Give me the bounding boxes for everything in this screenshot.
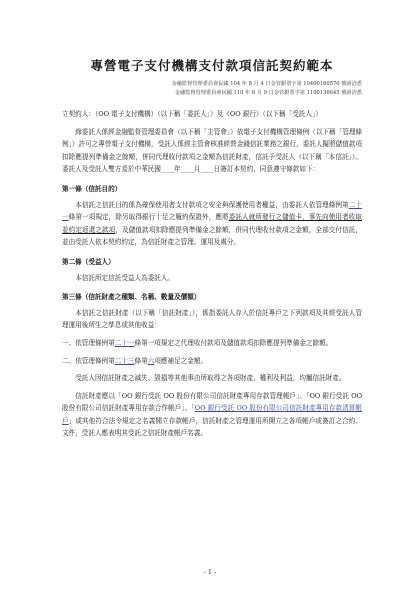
page-number: - 1 - [203,568,217,576]
item-text: 條第 [134,356,148,365]
article-3-item-1 [62,337,362,350]
document-title: 專營電子支付機構支付款項信託契約範本 [90,58,334,73]
item-number: 一、 [62,338,76,347]
article-3-paragraph-3 [62,390,362,440]
article-1-text-b: 條第一項規定，除另取得銀行十足之履約保證外，應將 [68,213,229,222]
item-text: 依管理條例第 [75,356,115,365]
article-1-text [62,199,362,249]
article-3-item-2 [62,355,362,368]
article-1-underlined-clause: 委託人就所發行之儲值卡，事先向使用者收取並約定返還之款項 [62,213,363,234]
preamble-paragraph: 緣委託人係經金融監督管理委員會（以下稱「主管會」）依電子支付機構管理條例（以下稱「管理條例」）許可之專營電子支付機構，受託人係經主管會核准經營金錢信託業務之銀行，委託人擬將儲值款項扣除應提列準備金之餘額，併同代理收付款項之金額為信託財產，信託予受託人（以下稱「本信託」）。委託人及受託人雙方爰於中華民國____年____月____日簽訂本契約，同意遵守條款如下： [62,127,363,174]
parties-paragraph: 立契約人：（OO 電子支付機構）（以下稱「委託人」）及（OO 銀行）（以下稱「受託人」） [62,110,322,118]
article-3-paragraph-2: 受託人因信託財產之滅失、毀損等其他事由所取得之各項財產、權利及利益，均屬信託財產。 [75,374,346,383]
document-body [62,108,362,440]
clearing-account-name: OO 銀行受託 OO 股份有限公司信託財產專用存款清算帳戶 [62,404,362,425]
article-2-text: 本信託所定信託受益人為委託人。 [75,273,175,282]
article-1-text-c: ，及儲值款項扣除應提列準備金之餘額，併同代理收付款項之金額，全部交付信託，並由受託人依本契約約定，為信託財產之管理、運用及處分。 [62,225,363,247]
item-text: 項應補足之金額。 [154,356,208,365]
article-3-intro: 本信託之信託財產（以下稱「信託財產」），係指委託人存入於信託專戶之下列款項及其經受託人管理運用後所生之孳息或其他收益： [62,308,362,330]
item-number: 二、 [62,356,76,365]
article-1-text-a: 本信託之信託目的係為確保使用者支付款項之安全與保護使用者權益，由委託人依管理條例第 [75,200,349,209]
approval-notes [62,80,362,98]
paragraph-text: 信託財產應以「OO 銀行受託 OO 股份有限公司信託財產專用存款管理帳戶」、「OO 銀行受託 OO 股份有限公司信託財產專用存款合作帳戶」、「 [62,391,362,413]
article-1-reference: 二十一 [62,200,362,222]
item-text: 條第一項規定之代理收付款項及儲值款項扣除應提列準備金之餘額。 [134,338,333,347]
article-3-heading: 第三條（信託財產之種類、名稱、數量及價額） [62,293,201,302]
item-text: 依管理條例第 [75,338,115,347]
paragraph-text: 」或其他符合法令規定之名義開立存款帳戶，信託財產之管理運用所開立之各項帳戶或簽訂之合約、文件，受託人應表明其受託之信託財產帳戶名義。 [62,416,363,438]
item-reference: 六 [147,356,155,365]
approval-note: 金融監督管理委員會民國 110 年 6 月 9 日金管銀票字第 1100136645 號函洽悉 [174,90,362,96]
article-1-heading: 第一條（信託目的） [62,184,122,193]
approval-note: 金融監督管理委員會民國 104 年 8 月 4 日金管銀票字第 10400160570 號函洽悉 [171,81,362,87]
item-reference: 二十三 [114,356,135,365]
article-2-heading: 第二條（受益人） [62,257,115,266]
item-reference: 二十一 [114,338,135,347]
